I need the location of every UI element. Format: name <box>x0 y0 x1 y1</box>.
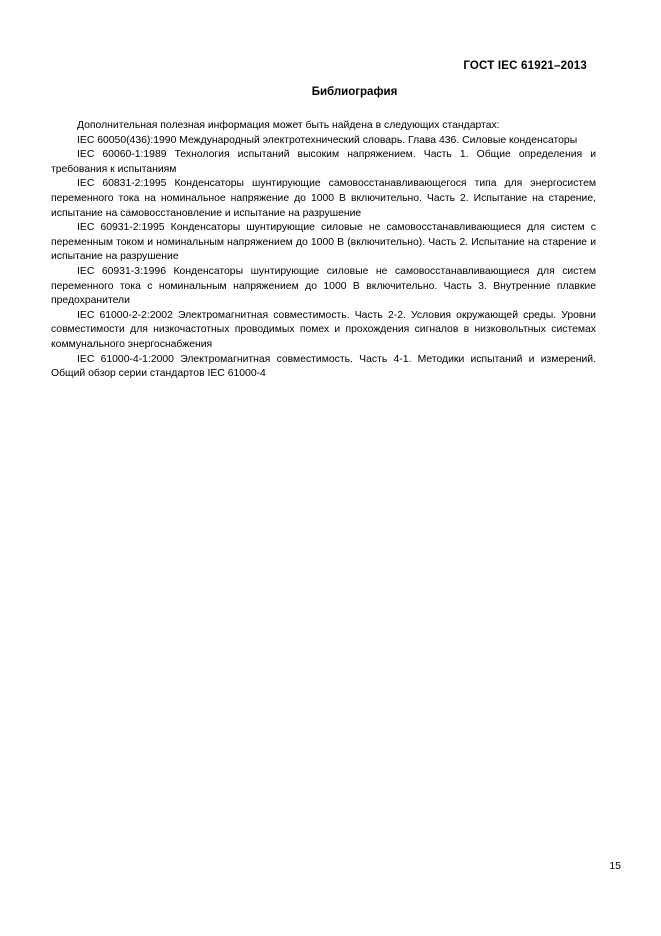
paragraph: Дополнительная полезная информация может быть найдена в следующих стандартах: <box>77 120 500 131</box>
paragraph: IEC 61000-4-1:2000 Электромагнитная совместимость. Часть 4-1. Методики испытаний и измерений. Общий обзор серии стандартов IEC 61000-4 <box>51 353 596 380</box>
document-standard-header: ГОСТ IEC 61921–2013 <box>463 60 587 72</box>
page-title: Библиография <box>311 86 398 98</box>
paragraph: IEC 60060-1:1989 Технология испытаний высоким напряжением. Часть 1. Общие определения и требования к испытаниям <box>51 149 596 175</box>
paragraph: IEC 61000-2-2:2002 Электромагнитная совместимость. Часть 2-2. Условия окружающей среды. Уровни совместимости для низкочастотных проводимых помех и прохождения сигналов в низковольтных системах коммунального энергоснабжения <box>51 309 596 350</box>
paragraph: IEC 60050(436):1990 Международный электротехнический словарь. Глава 436. Силовые конденсаторы <box>77 134 578 146</box>
page-number: 15 <box>609 860 621 872</box>
bibliography-body <box>51 119 596 382</box>
paragraph: IEC 60931-3:1996 Конденсаторы шунтирующие силовые не самовосстанавливающиеся для систем переменного тока с номинальным напряжением до 1000 В включительно. Часть 3. Внутренние плавкие предохранители <box>51 265 596 307</box>
paragraph: IEC 60931-2:1995 Конденсаторы шунтирующие силовые не самовосстанавливающиеся для систем с переменным током и номинальным напряжением до 1000 В (включительно). Часть 2. Испытание на старение и испытание на разрушение <box>51 222 596 263</box>
paragraph: IEC 60831-2:1995 Конденсаторы шунтирующие самовосстанавливающегося типа для энергосистем переменного тока на номинальное напряжение до 1000 В включительно. Часть 2. Испытание на старение, испытание на самовосстановление и испытание на разрушение <box>51 178 596 219</box>
